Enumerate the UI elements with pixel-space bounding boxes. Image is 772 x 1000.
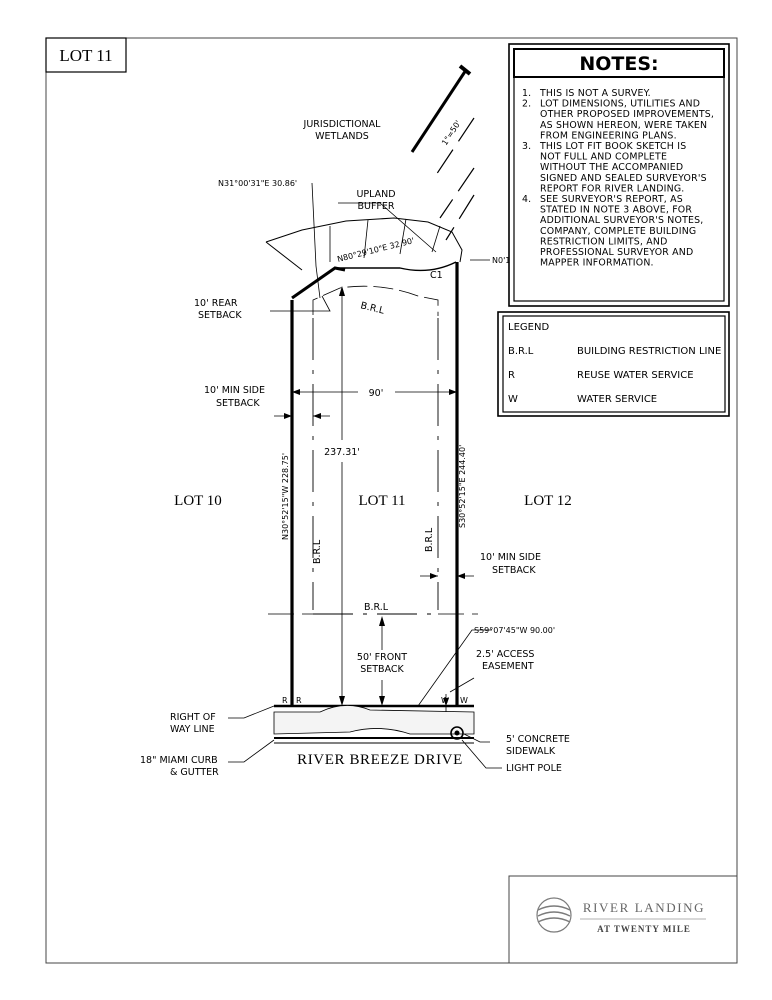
width-dimension: 90' bbox=[368, 388, 384, 399]
service-r-1: R bbox=[282, 696, 288, 705]
nw-bearing: N31°00'31"E 30.86' bbox=[218, 179, 298, 188]
front-bearing: S59°07'45"W 90.00' bbox=[474, 626, 556, 635]
legend-meaning: REUSE WATER SERVICE bbox=[577, 370, 694, 381]
legend-meaning: WATER SERVICE bbox=[577, 394, 658, 405]
left-side-setback-1: 10' MIN SIDE bbox=[204, 385, 265, 396]
note-line: STATED IN NOTE 3 ABOVE, FOR bbox=[540, 204, 693, 216]
upland-buffer-1: UPLAND bbox=[356, 189, 396, 200]
note-line: RESTRICTION LIMITS, AND bbox=[540, 236, 668, 248]
right-bearing: S30°52'15"E 244.40' bbox=[458, 444, 467, 528]
note-line: PROFESSIONAL SURVEYOR AND bbox=[540, 247, 694, 258]
note-line: WITHOUT THE ACCOMPANIED bbox=[540, 162, 684, 174]
note-line: LOT DIMENSIONS, UTILITIES AND bbox=[540, 98, 701, 110]
note-number: 1. bbox=[522, 88, 532, 99]
rear-setback-2: SETBACK bbox=[198, 310, 242, 321]
depth-dimension: 237.31' bbox=[324, 447, 360, 458]
note-line: MAPPER INFORMATION. bbox=[540, 257, 654, 269]
front-setback-2: SETBACK bbox=[360, 664, 404, 675]
right-brl: B.R.L bbox=[424, 527, 435, 552]
curb-label-1: 18" MIAMI CURB bbox=[140, 755, 218, 766]
row-label-2: WAY LINE bbox=[170, 724, 215, 735]
upland-buffer-2: BUFFER bbox=[357, 201, 395, 212]
note-line: THIS IS NOT A SURVEY. bbox=[540, 88, 651, 99]
front-setback-1: 50' FRONT bbox=[356, 652, 408, 663]
light-pole-label: LIGHT POLE bbox=[506, 763, 562, 774]
sidewalk-label-2: SIDEWALK bbox=[506, 746, 556, 757]
notes-list bbox=[522, 88, 714, 269]
lot-tag: LOT 11 bbox=[59, 46, 113, 65]
service-w-1: W bbox=[441, 696, 449, 705]
lot-10-label: LOT 10 bbox=[174, 493, 222, 509]
note-line: REPORT FOR RIVER LANDING. bbox=[540, 183, 685, 195]
note-line: AS SHOWN HEREON, WERE TAKEN bbox=[540, 119, 708, 131]
lot-12-label: LOT 12 bbox=[524, 493, 572, 509]
sidewalk bbox=[274, 705, 474, 734]
legend-abbr: R bbox=[508, 370, 515, 381]
legend-abbr: W bbox=[508, 394, 518, 405]
note-line: SEE SURVEYOR'S REPORT, AS bbox=[540, 194, 683, 205]
right-side-setback-1: 10' MIN SIDE bbox=[480, 552, 541, 563]
lot-11-label: LOT 11 bbox=[358, 493, 406, 509]
notes-title: NOTES: bbox=[579, 53, 659, 75]
logo-sub: AT TWENTY MILE bbox=[597, 924, 691, 934]
note-line: FROM ENGINEERING PLANS. bbox=[540, 130, 677, 142]
note-number: 2. bbox=[522, 98, 532, 110]
note-line: ADDITIONAL SURVEYOR'S NOTES, bbox=[540, 215, 704, 227]
scale-label: 1"=50' bbox=[440, 118, 463, 148]
note-line: NOT FULL AND COMPLETE bbox=[540, 151, 668, 163]
note-line: THIS LOT FIT BOOK SKETCH IS bbox=[540, 141, 687, 152]
street-name: RIVER BREEZE DRIVE bbox=[297, 752, 463, 768]
left-side-setback-2: SETBACK bbox=[216, 398, 260, 409]
legend-panel bbox=[498, 312, 729, 416]
right-side-setback-2: SETBACK bbox=[492, 565, 536, 576]
access-easement-1: 2.5' ACCESS bbox=[476, 649, 535, 660]
curb-label-2: & GUTTER bbox=[170, 767, 219, 778]
legend-list bbox=[508, 346, 721, 405]
left-bearing: N30°52'15"W 228.75' bbox=[281, 452, 290, 540]
note-number: 4. bbox=[522, 194, 532, 205]
note-number: 3. bbox=[522, 141, 532, 152]
rear-brl: B.R.L bbox=[359, 300, 386, 317]
row-label-1: RIGHT OF bbox=[170, 712, 216, 723]
wetlands-line bbox=[412, 70, 466, 152]
service-r-2: R bbox=[296, 696, 302, 705]
note-line: OTHER PROPOSED IMPROVEMENTS, bbox=[540, 109, 715, 121]
service-w-2: W bbox=[460, 696, 468, 705]
plan-labels bbox=[140, 119, 572, 778]
access-easement-2: EASEMENT bbox=[482, 661, 534, 672]
rear-setback-1: 10' REAR bbox=[194, 298, 238, 309]
top-bearing: N80°29'10"E 32.90' bbox=[336, 236, 416, 264]
curve-label: C1 bbox=[430, 270, 443, 281]
logo-name: RIVER LANDING bbox=[582, 900, 706, 915]
front-brl: B.R.L bbox=[363, 602, 389, 613]
legend-abbr: B.R.L bbox=[508, 346, 534, 357]
legend-meaning: BUILDING RESTRICTION LINE bbox=[577, 346, 722, 357]
note-line: SIGNED AND SEALED SURVEYOR'S bbox=[540, 172, 707, 184]
sidewalk-label-1: 5' CONCRETE bbox=[506, 734, 570, 745]
notes-panel bbox=[509, 44, 729, 306]
ne-bearing-partial: N0'1 bbox=[492, 256, 511, 265]
legend-title: LEGEND bbox=[508, 322, 550, 333]
note-line: COMPANY, COMPLETE BUILDING bbox=[540, 225, 697, 237]
wetlands-label-1: JURISDICTIONAL bbox=[303, 119, 381, 130]
left-brl: B.R.L bbox=[312, 539, 323, 564]
logo-block bbox=[509, 876, 737, 963]
wetlands-label-2: WETLANDS bbox=[315, 131, 369, 142]
